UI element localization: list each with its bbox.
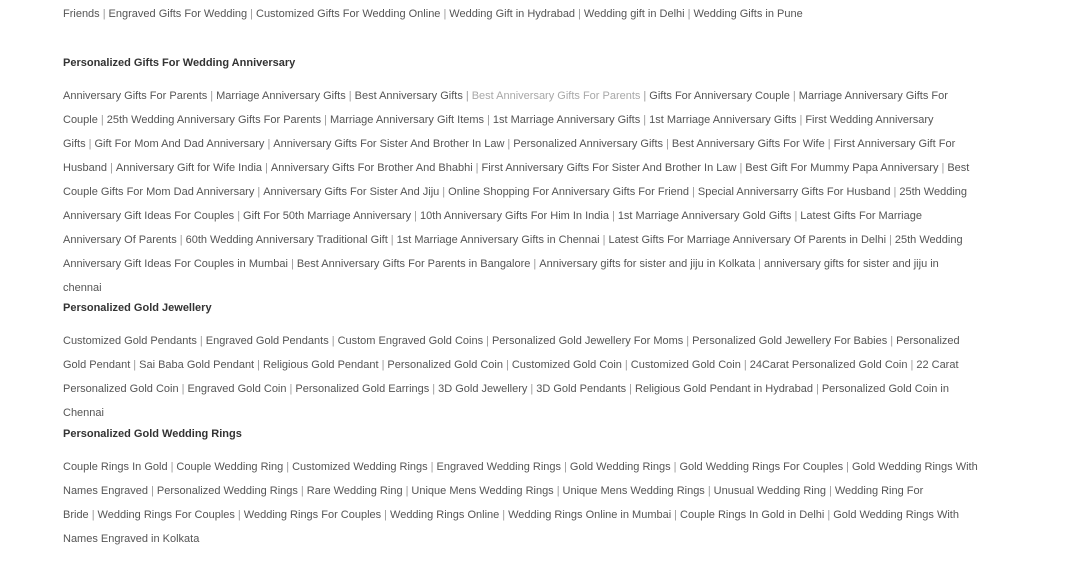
link-separator: | xyxy=(405,485,409,497)
footer-link[interactable]: Anniversary Gifts For Parents xyxy=(63,90,208,102)
link-separator: | xyxy=(643,114,647,126)
footer-link[interactable]: 1st Marriage Anniversary Gifts xyxy=(492,114,641,126)
link-separator: | xyxy=(475,162,479,174)
link-separator: | xyxy=(110,162,113,174)
footer-link[interactable]: Personalized Gold Pendant xyxy=(63,335,960,371)
footer-link[interactable]: Best Couple Gifts For Mom Dad Anniversary xyxy=(63,162,970,198)
footer-link[interactable]: Wedding Rings Online in Mumbai xyxy=(508,509,672,521)
footer-link[interactable]: Couple Rings In Gold in Delhi xyxy=(680,509,825,521)
link-separator: | xyxy=(530,383,534,395)
link-separator: | xyxy=(286,461,290,473)
footer-link[interactable]: Personalized Gold Jewellery For Moms xyxy=(491,335,684,347)
link-separator: | xyxy=(743,359,747,371)
link-separator: | xyxy=(889,234,892,246)
link-separator: | xyxy=(556,485,560,497)
footer-link[interactable]: Customized Gold Coin xyxy=(630,359,741,371)
footer-link[interactable]: 3D Gold Pendants xyxy=(536,383,627,395)
footer-link[interactable]: Unique Mens Wedding Rings xyxy=(411,485,554,497)
footer-link[interactable]: Customized Gold Pendants xyxy=(63,335,197,347)
footer-link[interactable]: Anniversary gifts for sister and jiju in Kolkata xyxy=(539,258,756,270)
section-title: Personalized Gifts For Wedding Anniversary xyxy=(63,57,296,69)
footer-link[interactable]: Couple Wedding Ring xyxy=(176,461,284,473)
footer-link[interactable]: Customized Gold Coin xyxy=(511,359,622,371)
link-separator: | xyxy=(237,210,241,222)
footer-link[interactable]: Personalized Gold Jewellery For Babies xyxy=(692,335,888,347)
link-separator: | xyxy=(643,90,647,102)
footer-link[interactable]: Personalized Wedding Rings xyxy=(156,485,298,497)
section-title: Personalized Gold Jewellery xyxy=(63,302,212,314)
footer-link[interactable]: Best Anniversary Gifts For Wife xyxy=(671,138,825,150)
link-separator: | xyxy=(846,461,849,473)
footer-link[interactable]: Gift For 50th Marriage Anniversary xyxy=(243,210,412,222)
footer-link[interactable]: 25th Wedding Anniversary Gift Ideas For Couples xyxy=(63,186,968,222)
footer-link[interactable]: First Wedding Anniversary Gifts xyxy=(63,114,934,150)
top-links-row xyxy=(63,7,978,21)
footer-link[interactable]: Unusual Wedding Ring xyxy=(713,485,826,497)
link-separator: | xyxy=(300,485,304,497)
footer-link[interactable]: Wedding Rings For Couples xyxy=(97,509,235,521)
link-separator: | xyxy=(199,335,203,347)
link-separator: | xyxy=(384,509,388,521)
link-separator: | xyxy=(910,359,914,371)
footer-link[interactable]: Anniversary Gifts For Sister And Brother In Law xyxy=(273,138,505,150)
footer-link[interactable]: 3D Gold Jewellery xyxy=(438,383,528,395)
link-separator: | xyxy=(390,234,394,246)
link-separator: | xyxy=(629,383,632,395)
link-separator: | xyxy=(348,90,352,102)
link-separator: | xyxy=(687,8,691,20)
section-gold-jewellery xyxy=(63,301,978,425)
footer-link[interactable]: Gold Wedding Rings For Couples xyxy=(679,461,844,473)
link-separator: | xyxy=(430,461,434,473)
footer-link[interactable]: Gold Wedding Rings With Names Engraved xyxy=(63,461,978,497)
footer-link[interactable]: Gold Wedding Rings xyxy=(569,461,671,473)
link-separator: | xyxy=(88,138,92,150)
footer-link[interactable]: Engraved Wedding Rings xyxy=(436,461,562,473)
link-separator: | xyxy=(794,210,798,222)
footer-link[interactable]: Wedding Rings Online xyxy=(390,509,500,521)
link-separator: | xyxy=(827,138,831,150)
footer-link[interactable]: First Anniversary Gifts For Sister And Brother In Law xyxy=(481,162,737,174)
footer-link[interactable]: Wedding Gifts in Pune xyxy=(693,8,803,20)
footer-link[interactable]: Latest Gifts For Marriage Anniversary Of Parents in Delhi xyxy=(608,234,887,246)
link-separator: | xyxy=(893,186,897,198)
link-separator: | xyxy=(257,186,261,198)
section-wedding-rings xyxy=(63,427,978,551)
footer-link[interactable]: 25th Wedding Anniversary Gift Ideas For Couples in Mumbai xyxy=(63,234,963,270)
footer-link[interactable]: Wedding Ring For Bride xyxy=(63,485,924,521)
link-separator: | xyxy=(465,90,469,102)
footer-link[interactable]: First Anniversary Gift For Husband xyxy=(63,138,956,174)
link-separator: | xyxy=(487,114,490,126)
footer-link[interactable]: Personalized Gold Earrings xyxy=(295,383,430,395)
footer-link[interactable]: Latest Gifts For Marriage Anniversary Of Parents xyxy=(63,210,922,246)
link-separator: | xyxy=(324,114,327,126)
footer-link[interactable]: Marriage Anniversary Gift Items xyxy=(329,114,485,126)
link-separator: | xyxy=(237,509,241,521)
link-separator: | xyxy=(828,485,832,497)
link-separator: | xyxy=(533,258,537,270)
link-separator: | xyxy=(666,138,669,150)
footer-link[interactable]: Wedding gift in Delhi xyxy=(583,8,685,20)
link-list xyxy=(63,84,978,300)
link-separator: | xyxy=(707,485,711,497)
link-separator: | xyxy=(602,234,606,246)
footer-link[interactable]: Gold Wedding Rings With Names Engraved in Kolkata xyxy=(63,509,959,545)
link-separator: | xyxy=(611,210,615,222)
footer-link[interactable]: Gift For Mom And Dad Anniversary xyxy=(94,138,265,150)
footer-link[interactable]: Best Anniversary Gifts For Parents in Bangalore xyxy=(296,258,531,270)
link-separator: | xyxy=(486,335,489,347)
link-separator: | xyxy=(799,114,803,126)
link-separator: | xyxy=(507,138,511,150)
link-separator: | xyxy=(442,186,446,198)
footer-link[interactable]: Couple Rings In Gold xyxy=(63,461,168,473)
link-separator: | xyxy=(692,186,695,198)
link-separator: | xyxy=(267,138,271,150)
footer-link[interactable]: Friends xyxy=(63,8,100,20)
link-separator: | xyxy=(151,485,154,497)
link-separator: | xyxy=(289,383,293,395)
footer-link[interactable]: Best Anniversary Gifts For Parents xyxy=(471,90,641,102)
footer-link[interactable]: anniversary gifts for sister and jiju in chennai xyxy=(63,258,939,294)
footer-link[interactable]: Engraved Gifts For Wedding xyxy=(108,8,248,20)
footer-link[interactable]: 10th Anniversary Gifts For Him In India xyxy=(420,210,609,222)
footer-link[interactable]: Customized Wedding Rings xyxy=(292,461,428,473)
footer-link[interactable]: Unique Mens Wedding Rings xyxy=(562,485,705,497)
footer-link[interactable]: Engraved Gold Pendants xyxy=(205,335,329,347)
link-separator: | xyxy=(290,258,294,270)
link-separator: | xyxy=(91,509,95,521)
footer-link[interactable]: 24Carat Personalized Gold Coin xyxy=(749,359,908,371)
link-separator: | xyxy=(179,234,183,246)
link-separator: | xyxy=(102,8,106,20)
link-separator: | xyxy=(443,8,447,20)
link-separator: | xyxy=(564,461,567,473)
link-separator: | xyxy=(506,359,509,371)
link-separator: | xyxy=(827,509,831,521)
footer-link[interactable]: Custom Engraved Gold Coins xyxy=(337,335,484,347)
footer-link[interactable]: Best Anniversary Gifts xyxy=(354,90,463,102)
link-separator: | xyxy=(257,359,260,371)
link-separator: | xyxy=(758,258,761,270)
link-list xyxy=(63,329,978,425)
link-separator: | xyxy=(739,162,743,174)
footer-link[interactable]: Engraved Gold Coin xyxy=(187,383,287,395)
link-separator: | xyxy=(381,359,385,371)
link-separator: | xyxy=(941,162,945,174)
footer-link[interactable]: Religious Gold Pendant xyxy=(262,359,379,371)
footer-link[interactable]: Personalized Anniversary Gifts xyxy=(513,138,664,150)
section-anniversary xyxy=(63,56,978,300)
footer-link[interactable]: Sai Baba Gold Pendant xyxy=(139,359,255,371)
link-separator: | xyxy=(686,335,690,347)
link-separator: | xyxy=(181,383,185,395)
footer-link[interactable]: Marriage Anniversary Gifts For Couple xyxy=(63,90,948,126)
link-separator: | xyxy=(578,8,581,20)
footer-link[interactable]: 25th Wedding Anniversary Gifts For Parents xyxy=(106,114,322,126)
footer-link[interactable]: Rare Wedding Ring xyxy=(306,485,403,497)
link-separator: | xyxy=(624,359,628,371)
footer-link[interactable]: Anniversary Gifts For Sister And Jiju xyxy=(263,186,440,198)
link-separator: | xyxy=(674,509,678,521)
link-separator: | xyxy=(133,359,137,371)
link-separator: | xyxy=(100,114,104,126)
footer-link[interactable]: Religious Gold Pendant in Hydrabad xyxy=(635,383,813,395)
footer-link[interactable]: Customized Gifts For Wedding Online xyxy=(256,8,441,20)
footer-link[interactable]: 22 Carat Personalized Gold Coin xyxy=(63,359,959,395)
footer-link[interactable]: 60th Wedding Anniversary Traditional Gift xyxy=(185,234,388,246)
footer-link[interactable]: Gifts For Anniversary Couple xyxy=(649,90,790,102)
link-separator: | xyxy=(331,335,335,347)
link-separator: | xyxy=(502,509,506,521)
link-separator: | xyxy=(265,162,268,174)
footer-link[interactable]: Wedding Rings For Couples xyxy=(243,509,382,521)
link-separator: | xyxy=(170,461,174,473)
link-separator: | xyxy=(673,461,677,473)
footer-link[interactable]: Anniversary Gifts For Brother And Bhabhi xyxy=(270,162,473,174)
footer-link[interactable]: 1st Marriage Anniversary Gold Gifts xyxy=(617,210,792,222)
footer-link[interactable]: Special Anniversarry Gifts For Husband xyxy=(697,186,891,198)
footer-link[interactable]: Anniversary Gift for Wife India xyxy=(115,162,263,174)
footer-link[interactable]: Personalized Gold Coin xyxy=(387,359,503,371)
footer-link[interactable]: Personalized Gold Coin in Chennai xyxy=(63,383,949,419)
link-separator: | xyxy=(414,210,418,222)
link-separator: | xyxy=(815,383,819,395)
link-list xyxy=(63,455,978,551)
link-separator: | xyxy=(210,90,214,102)
footer-link[interactable]: 1st Marriage Anniversary Gifts xyxy=(649,114,797,126)
link-separator: | xyxy=(432,383,436,395)
link-separator: | xyxy=(890,335,894,347)
link-separator: | xyxy=(792,90,796,102)
footer-link[interactable]: Wedding Gift in Hydrabad xyxy=(449,8,576,20)
section-title: Personalized Gold Wedding Rings xyxy=(63,428,242,440)
link-separator: | xyxy=(250,8,253,20)
footer-link[interactable]: 1st Marriage Anniversary Gifts in Chennai xyxy=(396,234,600,246)
footer-link[interactable]: Best Gift For Mummy Papa Anniversary xyxy=(745,162,939,174)
footer-link[interactable]: Online Shopping For Anniversary Gifts For Friend xyxy=(448,186,690,198)
footer-link[interactable]: Marriage Anniversary Gifts xyxy=(216,90,346,102)
